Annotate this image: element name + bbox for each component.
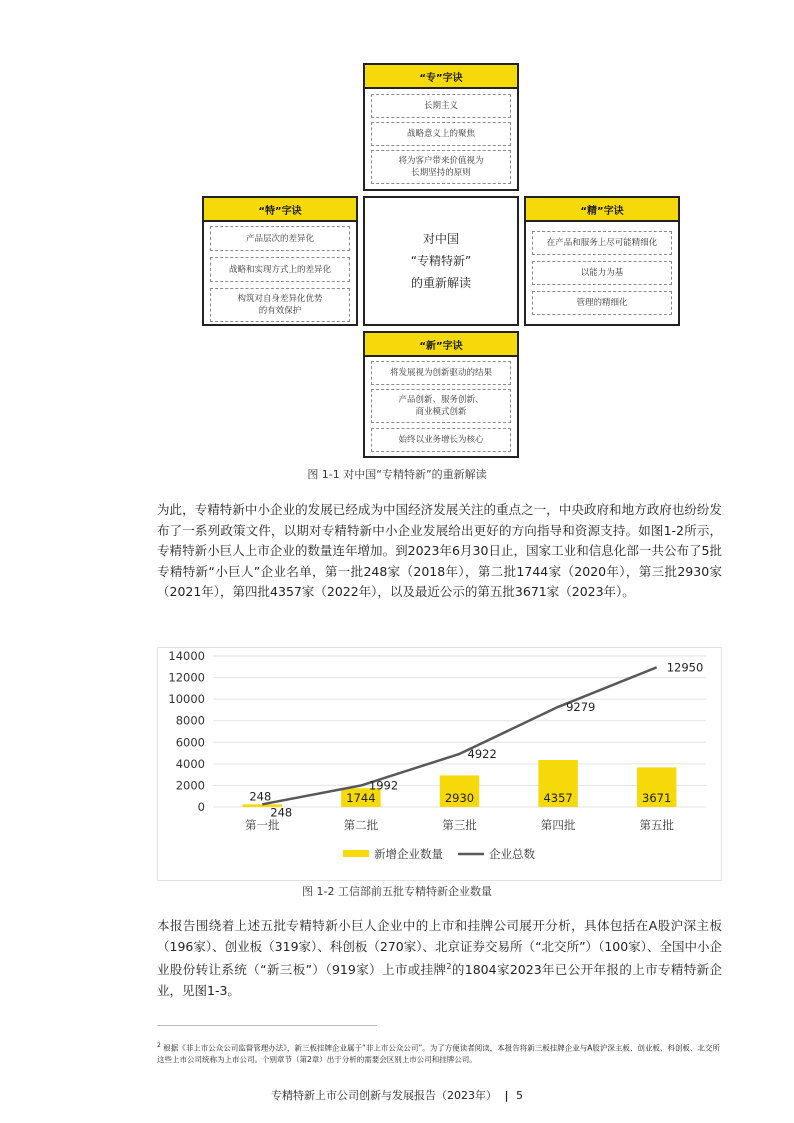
footer-separator: | <box>504 1089 509 1102</box>
zhuan-item-3: 将为客户带来价值视为 长期坚持的原则 <box>371 150 511 184</box>
te-item-3: 构筑对自身差异化优势 的有效保护 <box>210 288 350 322</box>
xin-item-2: 产品创新、服务创新、 商业模式创新 <box>371 389 511 423</box>
jing-item-2: 以能力为基 <box>532 261 672 285</box>
report-title: 专精特新上市公司创新与发展报告（2023年） <box>270 1089 497 1102</box>
y-tick-label-4: 8000 <box>175 713 205 728</box>
zhuan-item-2: 战略意义上的聚焦 <box>371 122 511 146</box>
te-title: “特”字诀 <box>204 198 356 222</box>
te-item-2: 战略和实现方式上的差异化 <box>210 257 350 282</box>
paragraph-2-text: 本报告围绕着上述五批专精特新小巨人企业中的上市和挂牌公司展开分析，具体包括在A股沪深主板（196家）、创业板（319家）、科创板（270家）、北京证券交易所（“北交所”）（100家）、全国中小企业股份转让系统（“新三板”）（919家）上市或挂牌 <box>157 918 722 978</box>
xin-item-1: 将发展视为创新驱动的结果 <box>371 361 511 385</box>
figure-1-caption: 图 1-1 对中国“专精特新”的重新解读 <box>307 468 487 481</box>
bar-label-4: 3671 <box>642 791 672 805</box>
y-tick-label-1: 2000 <box>175 778 205 793</box>
line-label-1: 1992 <box>368 778 399 793</box>
y-tick-label-6: 12000 <box>168 670 205 685</box>
jing-box <box>524 196 680 326</box>
footnote-mark: 2 <box>157 1042 161 1049</box>
center-line-1: 对中国 <box>422 232 459 246</box>
x-tick-label-2: 第三批 <box>442 818 477 832</box>
jing-item-1: 在产品和服务上尽可能精细化 <box>532 231 672 255</box>
te-box <box>202 196 358 326</box>
y-tick-label-2: 4000 <box>175 756 205 771</box>
x-tick-label-4: 第五批 <box>639 818 674 832</box>
body-paragraph-2 <box>157 916 722 1001</box>
zhuan-box <box>363 63 519 191</box>
center-box <box>363 196 519 326</box>
xin-box <box>363 331 519 458</box>
line-label-2: 4922 <box>467 746 497 761</box>
y-tick-label-5: 10000 <box>168 692 205 707</box>
line-label-3: 9279 <box>566 699 596 714</box>
center-line-2: “专精特新” <box>410 254 472 268</box>
x-tick-label-1: 第二批 <box>343 818 379 832</box>
page-number: 5 <box>516 1089 524 1102</box>
line-label-4: 12950 <box>666 660 704 675</box>
paragraph-2-text-end: 的1804家2023年已公开年报的上市专精特新企业，见图1-3。 <box>157 962 723 998</box>
bar-label-3: 4357 <box>543 791 573 805</box>
footnote-text: 根据《非上市公众公司监督管理办法》，新三板挂牌企业属于“非上市公众公司”。为了方便读者阅读，本报告将新三板挂牌企业与A股沪深主板、创业板、科创板、北交所这些上市公司统称为上市公司。个别章节（第2章）出于分析的需要会区别上市公司和挂牌公司。 <box>157 1043 720 1064</box>
legend-bar-label: 新增企业数量 <box>374 847 443 861</box>
body-paragraph-1: 为此，专精特新中小企业的发展已经成为中国经济发展关注的重点之一，中央政府和地方政府也纷纷发布了一系列政策文件，以期对专精特新中小企业发展给出更好的方向指导和资源支持。如图1-2所示，专精特新小巨人上市企业的数量连年增加。到2023年6月30日止，国家工业和信息化部一共公布了5批专精特新“小巨人”企业名单，第一批248家（2018年），第二批1744家（2020年），第三批2930家（2021年），第四批4357家（2022年），以及最近公示的第五批3671家（2023年）。 <box>157 502 722 599</box>
chart-container <box>157 647 722 881</box>
zhuan-title: “专”字诀 <box>365 65 517 89</box>
bar-label-0: 248 <box>249 789 272 804</box>
line-label-0: 248 <box>270 805 293 820</box>
y-tick-label-7: 14000 <box>168 649 205 663</box>
center-line-3: 的重新解读 <box>410 276 471 290</box>
xin-item-3: 始终以业务增长为核心 <box>371 428 511 452</box>
company-count-chart <box>158 648 721 880</box>
legend-line-label: 企业总数 <box>489 847 535 861</box>
jing-item-3: 管理的精细化 <box>532 291 672 315</box>
figure-2-caption: 图 1-2 工信部前五批专精特新企业数量 <box>302 885 492 898</box>
xin-title: “新”字诀 <box>365 333 517 357</box>
bar-label-2: 2930 <box>444 791 475 805</box>
footnote-divider <box>157 1025 377 1026</box>
bar-label-1: 1744 <box>346 791 376 805</box>
jing-title: “精”字诀 <box>526 198 678 222</box>
te-item-1: 产品层次的差异化 <box>210 226 350 251</box>
footnote-ref[interactable]: 2 <box>446 962 452 971</box>
zhuan-item-1: 长期主义 <box>371 94 511 118</box>
y-tick-label-0: 0 <box>197 800 205 814</box>
legend-bar-swatch <box>343 850 369 857</box>
page-footer <box>0 1087 794 1103</box>
x-tick-label-0: 第一批 <box>245 818 280 832</box>
y-tick-label-3: 6000 <box>175 735 205 750</box>
footnote <box>157 1040 722 1065</box>
x-tick-label-3: 第四批 <box>540 818 576 832</box>
